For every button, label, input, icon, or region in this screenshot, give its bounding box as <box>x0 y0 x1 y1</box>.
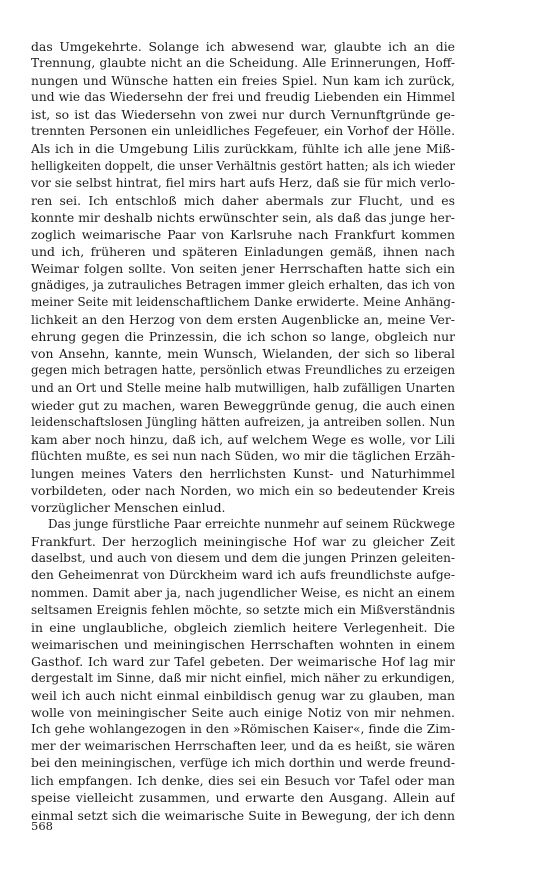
text-line: von Ansehn, kannte, mein Wunsch, Wielanden, der sich so liberal <box>31 346 455 362</box>
text-line: Ich gehe wohlangezogen in den »Römischen Kaiser«, finde die Zim- <box>31 722 455 737</box>
text-line: ist, so ist das Wiedersehn von zwei nur durch Vernunftgründe ge- <box>31 107 455 123</box>
paragraph <box>31 516 455 823</box>
text-line: Gasthof. Ich ward zur Tafel gebeten. Der weimarische Hof lag mir <box>31 653 455 669</box>
text-line: konnte mir deshalb nichts erwünschter sein, als daß das junge her- <box>31 209 455 225</box>
text-line: lichkeit an den Herzog von dem ersten Augenblicke an, meine Ver- <box>31 312 455 328</box>
text-line: und ich, früheren und späteren Einladungen gemäß, ihnen nach <box>31 243 455 259</box>
text-line: bei den meiningischen, verfüge ich mich dorthin und werde freund- <box>31 756 455 771</box>
text-line: vorbildeten, oder nach Norden, wo mich ein so bedeutender Kreis <box>31 483 455 499</box>
text-line: helligkeiten doppelt, die unser Verhältnis gestört hatten; als ich wieder <box>31 158 455 173</box>
text-line: Weimar folgen sollte. Von seiten jener Herrschaften hatte sich ein <box>31 261 455 277</box>
text-line: lungen meines Vaters den herrlichsten Kunst- und Naturhimmel <box>31 465 455 481</box>
text-line: Als ich in die Umgebung Lilis zurückkam, fühlte ich alle jene Miß- <box>31 141 455 157</box>
paragraph <box>31 38 455 516</box>
text-line: meiner Seite mit leidenschaftlichem Danke erwiderte. Meine Anhäng- <box>31 295 455 310</box>
text-line: Frankfurt. Der herzoglich meiningische Hof war zu gleicher Zeit <box>31 534 455 550</box>
text-line: nommen. Damit aber ja, nach jugendlicher Weise, es nicht an einem <box>31 585 455 600</box>
text-line: vorzüglicher Menschen einlud. <box>31 500 226 516</box>
text-line: wolle von meiningischer Seite auch einige Notiz von mir nehmen. <box>31 705 455 721</box>
text-line: den Geheimenrat von Dürckheim ward ich aufs freundlichste aufge- <box>31 568 455 583</box>
text-line: in eine unglaubliche, obgleich ziemlich heitere Verlegenheit. Die <box>31 619 455 635</box>
text-line: ehrung gegen die Prinzessin, die ich schon so lange, obgleich nur <box>31 329 455 345</box>
text-line: einmal setzt sich die weimarische Suite in Bewegung, der ich denn <box>31 807 455 823</box>
text-line: gnädiges, ja zutrauliches Betragen immer gleich erhalten, das ich von <box>31 278 455 293</box>
text-line: mer der weimarischen Herrschaften leer, und da es heißt, sie wären <box>31 739 455 754</box>
body-text <box>31 38 455 824</box>
text-line: weil ich auch nicht einmal einbildisch genug war zu glauben, man <box>31 687 455 703</box>
text-line: leidenschaftslosen Jüngling hätten aufreizen, ja antreiben sollen. Nun <box>31 414 455 429</box>
text-line: trennten Personen ein unleidliches Fegefeuer, ein Vorhof der Hölle. <box>31 124 455 139</box>
text-line: dergestalt im Sinne, daß mir nicht einfiel, mich näher zu erkundigen, <box>31 670 455 685</box>
text-line: Das junge fürstliche Paar erreichte nunmehr auf seinem Rückwege <box>48 517 455 532</box>
text-line: wieder gut zu machen, waren Beweggründe genug, die auch einen <box>31 397 455 413</box>
text-line: Trennung, glaubte nicht an die Scheidung. Alle Erinnerungen, Hoff- <box>31 56 455 71</box>
text-line: daselbst, und auch von diesem und dem die jungen Prinzen geleiten- <box>31 551 455 566</box>
text-line: speise vielleicht zusammen, und erwarte den Ausgang. Allein auf <box>31 790 455 806</box>
text-line: zoglich weimarische Paar von Karlsruhe nach Frankfurt kommen <box>31 226 455 242</box>
text-line: das Umgekehrte. Solange ich abwesend war, glaubte ich an die <box>31 39 455 54</box>
text-line: lich empfangen. Ich denke, dies sei ein Besuch vor Tafel oder man <box>31 773 455 789</box>
text-line: gegen mich betragen hatte, persönlich etwas Freundliches zu erzeigen <box>31 363 455 378</box>
text-line: kam aber noch hinzu, daß ich, auf welchem Wege es wolle, vor Lili <box>31 431 455 447</box>
text-line: und wie das Wiedersehn der frei und freudig Liebenden ein Himmel <box>31 90 455 105</box>
page-number: 568 <box>31 819 53 833</box>
text-line: vor sie selbst hintrat, fiel mirs hart aufs Herz, daß sie für mich verlo- <box>31 175 455 190</box>
text-line: flüchten mußte, es sei nun nach Süden, wo mir die täglichen Erzäh- <box>31 448 455 463</box>
text-line: nungen und Wünsche hatten ein freies Spiel. Nun kam ich zurück, <box>31 73 455 89</box>
text-line: und an Ort und Stelle meine halb mutwilligen, halb zufälligen Unarten <box>31 380 455 395</box>
text-line: weimarischen und meiningischen Herrschaften wohnten in einem <box>31 636 455 652</box>
text-line: seltsamen Ereignis fehlen möchte, so setzte mich ein Mißverständnis <box>31 602 455 617</box>
text-line: ren sei. Ich entschloß mich daher abermals zur Flucht, und es <box>31 192 455 208</box>
